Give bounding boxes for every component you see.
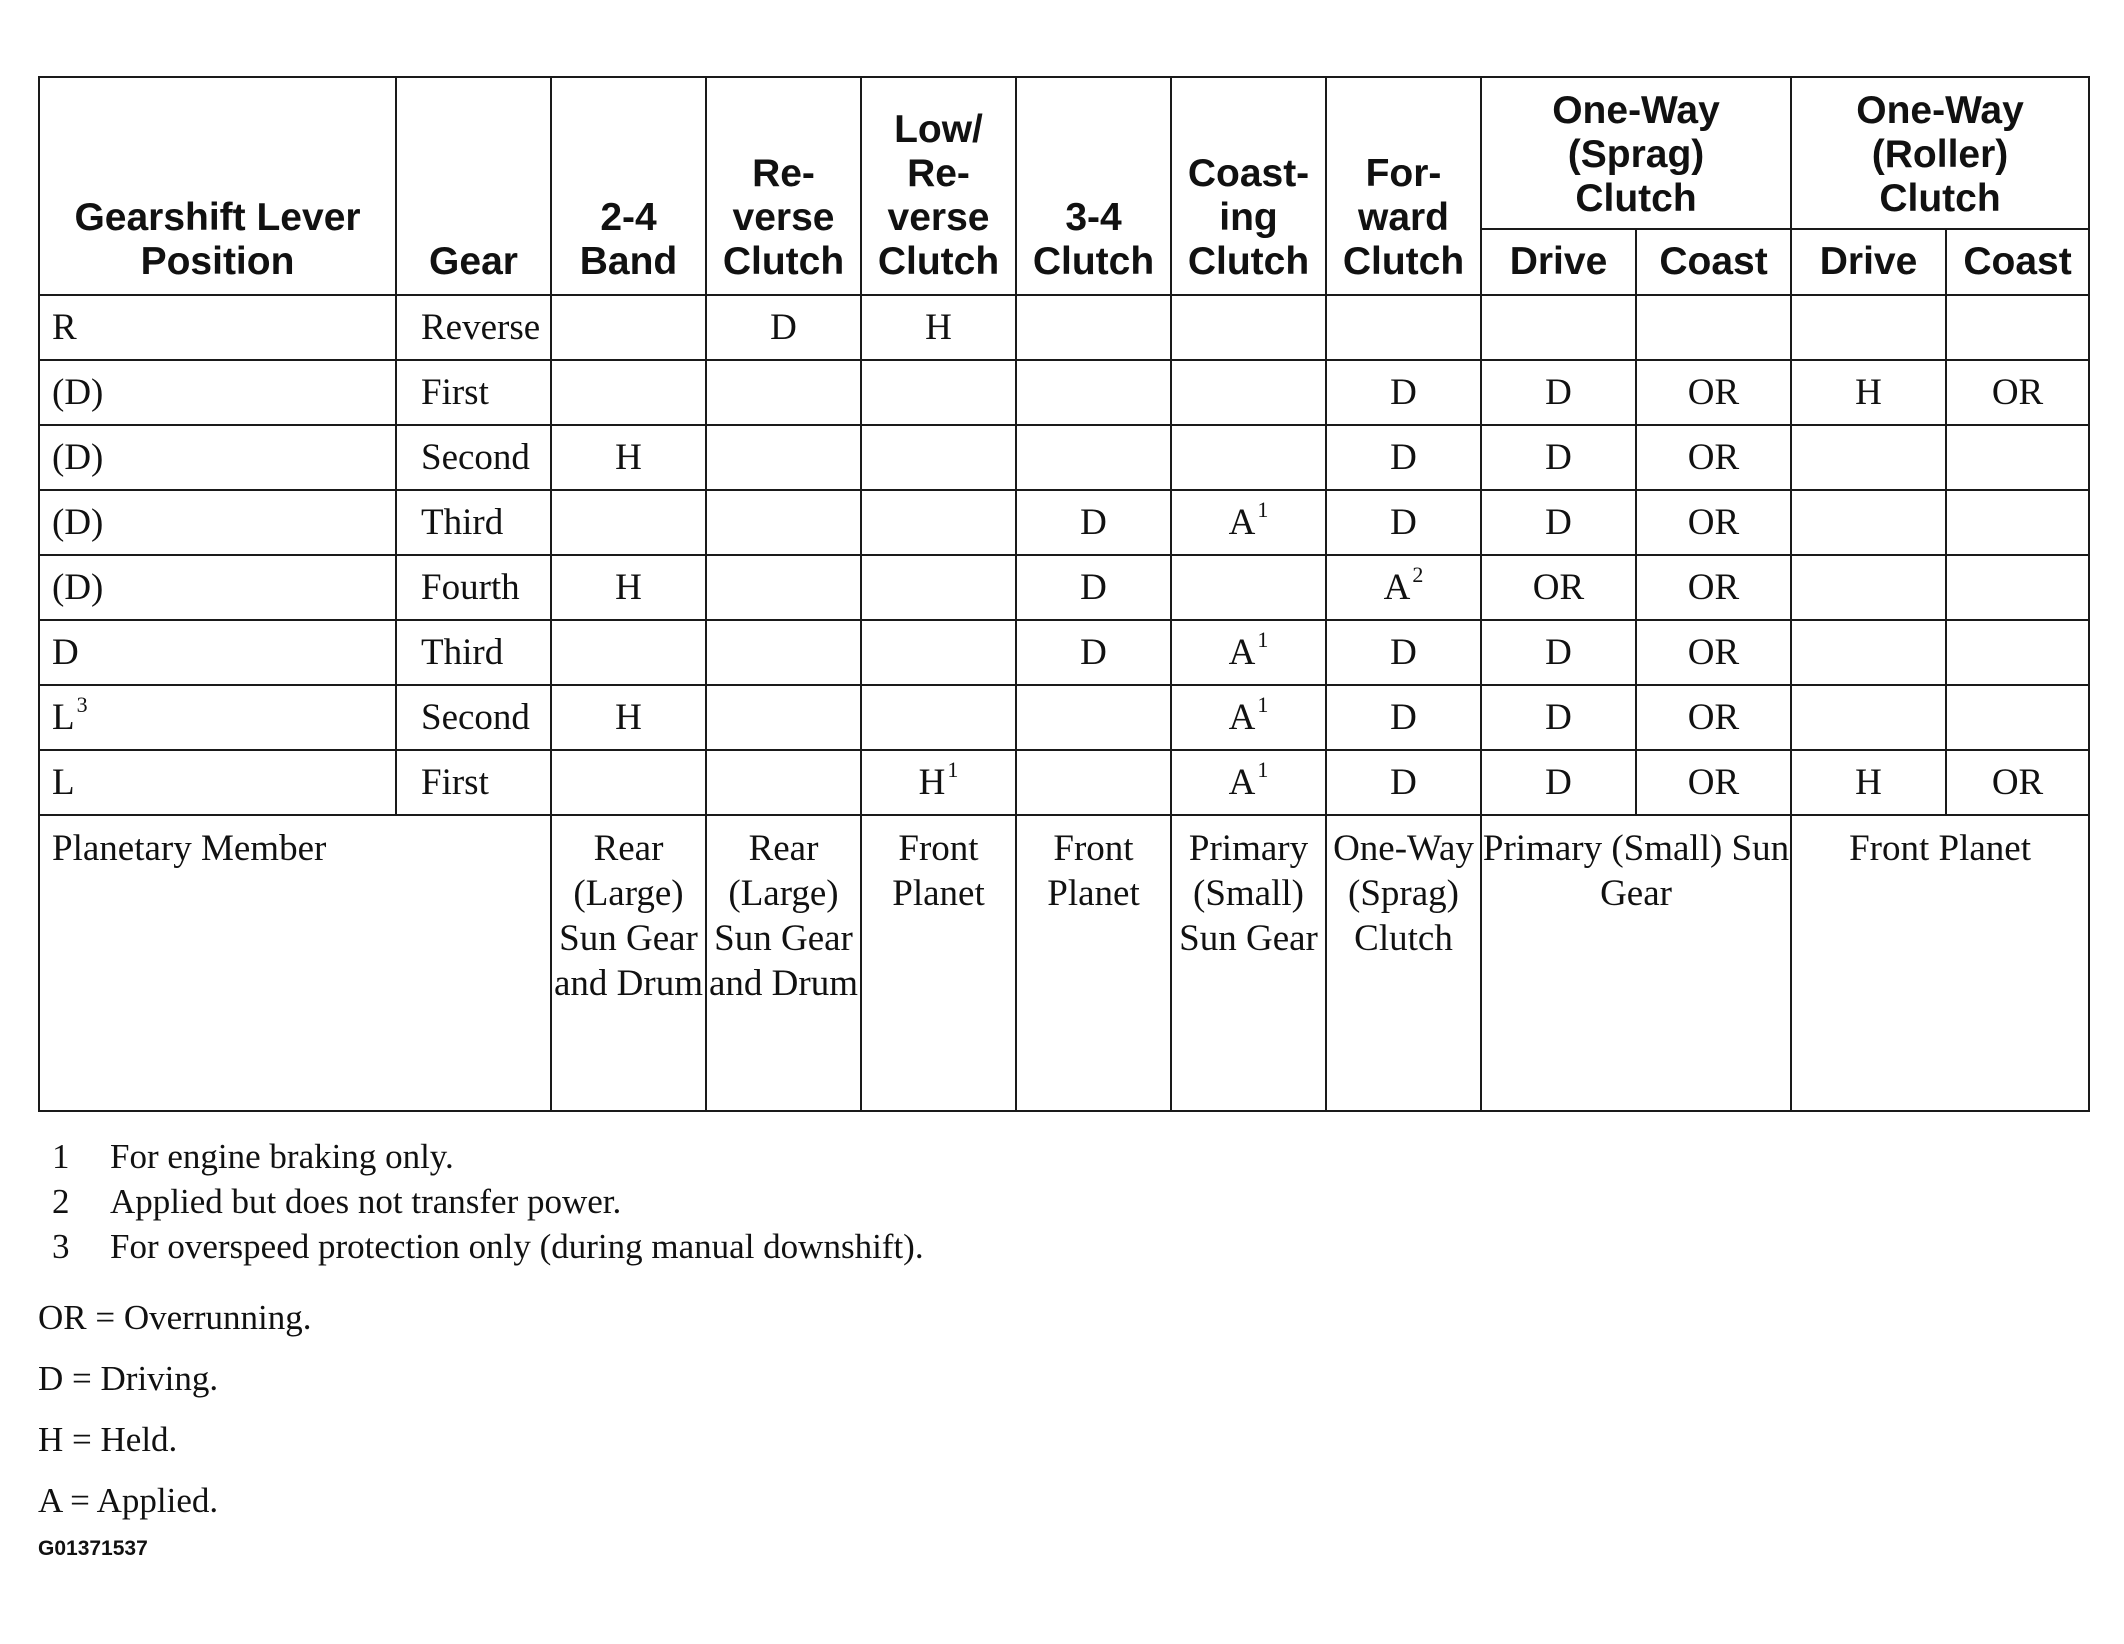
cell-reverse-clutch (706, 360, 861, 425)
cell-roller-drive (1791, 555, 1946, 620)
cell-coasting-clutch: $A^1$ (1171, 685, 1326, 750)
footnote-number: 3 (52, 1227, 70, 1266)
footnote-text: Applied but does not transfer power. (110, 1182, 622, 1221)
member-low-reverse-clutch: Front Planet (861, 815, 1016, 1111)
cell-roller-coast: OR (1946, 360, 2089, 425)
cell-low-reverse-clutch (861, 555, 1016, 620)
cell-2-4-band (551, 295, 706, 360)
cell-roller-coast (1946, 425, 2089, 490)
cell-low-reverse-clutch: $H^1$ (861, 750, 1016, 815)
cell-reverse-clutch: D (706, 295, 861, 360)
cell-3-4-clutch (1016, 685, 1171, 750)
cell-3-4-clutch: D (1016, 490, 1171, 555)
legend (38, 1287, 2088, 1531)
member-forward-clutch: One-Way (Sprag) Clutch (1326, 815, 1481, 1111)
cell-roller-coast (1946, 555, 2089, 620)
cell-3-4-clutch (1016, 425, 1171, 490)
cell-low-reverse-clutch (861, 425, 1016, 490)
cell-3-4-clutch: D (1016, 555, 1171, 620)
header-one-way-sprag-clutch: One-Way (Sprag) Clutch (1481, 77, 1791, 229)
cell-roller-coast: OR (1946, 750, 2089, 815)
member-sprag-clutch: Primary (Small) Sun Gear (1481, 815, 1791, 1111)
table-row (39, 750, 2089, 815)
header-2-4-band: 2-4 Band (551, 77, 706, 295)
table-row (39, 490, 2089, 555)
cell-coasting-clutch (1171, 295, 1326, 360)
member-2-4-band: Rear (Large) Sun Gear and Drum (551, 815, 706, 1111)
cell-sprag-coast: OR (1636, 360, 1791, 425)
cell-forward-clutch: D (1326, 750, 1481, 815)
cell-3-4-clutch (1016, 360, 1171, 425)
clutch-application-table (38, 76, 2090, 1112)
cell-roller-drive: H (1791, 360, 1946, 425)
cell-lever-position: L (39, 750, 396, 815)
footnote-ref: 1 (1257, 757, 1269, 782)
cell-lever-position: R (39, 295, 396, 360)
cell-sprag-coast: OR (1636, 425, 1791, 490)
cell-reverse-clutch (706, 750, 861, 815)
legend-item: A = Applied. (38, 1481, 219, 1520)
footnote-item (38, 1179, 2088, 1224)
cell-roller-coast (1946, 685, 2089, 750)
cell-sprag-drive: D (1481, 490, 1636, 555)
cell-coasting-clutch: $A^1$ (1171, 490, 1326, 555)
table-body (39, 295, 2089, 1111)
cell-reverse-clutch (706, 555, 861, 620)
header-coasting-clutch: Coast- ing Clutch (1171, 77, 1326, 295)
cell-roller-drive (1791, 685, 1946, 750)
cell-coasting-clutch (1171, 360, 1326, 425)
cell-sprag-drive: D (1481, 750, 1636, 815)
cell-sprag-drive: D (1481, 425, 1636, 490)
header-gear: Gear (396, 77, 551, 295)
cell-low-reverse-clutch (861, 685, 1016, 750)
cell-lever-position: (D) (39, 360, 396, 425)
cell-2-4-band: H (551, 685, 706, 750)
table-row (39, 360, 2089, 425)
cell-sprag-coast: OR (1636, 620, 1791, 685)
cell-sprag-coast: OR (1636, 750, 1791, 815)
cell-sprag-coast: OR (1636, 685, 1791, 750)
cell-lever-position: (D) (39, 555, 396, 620)
table-row (39, 295, 2089, 360)
cell-gear: Third (396, 620, 551, 685)
member-roller-clutch: Front Planet (1791, 815, 2089, 1111)
footnote-text: For overspeed protection only (during manual downshift). (110, 1227, 924, 1266)
header-3-4-clutch: 3-4 Clutch (1016, 77, 1171, 295)
cell-roller-coast (1946, 620, 2089, 685)
header-forward-clutch: For- ward Clutch (1326, 77, 1481, 295)
legend-item: D = Driving. (38, 1359, 219, 1398)
header-one-way-roller-clutch: One-Way (Roller) Clutch (1791, 77, 2089, 229)
table-row (39, 555, 2089, 620)
footnote-ref: 1 (1257, 692, 1269, 717)
cell-lever-position: (D) (39, 425, 396, 490)
table-row (39, 685, 2089, 750)
footnotes (38, 1134, 2088, 1269)
header-row (39, 77, 2089, 229)
table-row (39, 425, 2089, 490)
cell-low-reverse-clutch: H (861, 295, 1016, 360)
cell-coasting-clutch: $A^1$ (1171, 620, 1326, 685)
cell-2-4-band (551, 360, 706, 425)
cell-low-reverse-clutch (861, 360, 1016, 425)
cell-reverse-clutch (706, 490, 861, 555)
legend-item: OR = Overrunning. (38, 1298, 312, 1337)
cell-lever-position: (D) (39, 490, 396, 555)
cell-2-4-band (551, 620, 706, 685)
footnote-text: For engine braking only. (110, 1137, 454, 1176)
cell-roller-coast (1946, 490, 2089, 555)
cell-roller-coast (1946, 295, 2089, 360)
member-3-4-clutch: Front Planet (1016, 815, 1171, 1111)
cell-sprag-drive: D (1481, 360, 1636, 425)
cell-3-4-clutch (1016, 295, 1171, 360)
cell-2-4-band: H (551, 425, 706, 490)
cell-forward-clutch: D (1326, 490, 1481, 555)
cell-2-4-band (551, 750, 706, 815)
cell-2-4-band (551, 490, 706, 555)
cell-reverse-clutch (706, 425, 861, 490)
header-reverse-clutch: Re- verse Clutch (706, 77, 861, 295)
cell-forward-clutch: D (1326, 360, 1481, 425)
cell-sprag-coast: OR (1636, 555, 1791, 620)
cell-sprag-drive: OR (1481, 555, 1636, 620)
cell-forward-clutch: D (1326, 620, 1481, 685)
cell-roller-drive: H (1791, 750, 1946, 815)
table-row (39, 620, 2089, 685)
cell-gear: Second (396, 425, 551, 490)
cell-lever-position: $L^3$ (39, 685, 396, 750)
footnote-ref: 3 (76, 692, 88, 717)
figure-id: G01371537 (38, 1537, 148, 1560)
header-roller-coast: Coast (1946, 229, 2089, 295)
header-sprag-drive: Drive (1481, 229, 1636, 295)
cell-roller-drive (1791, 620, 1946, 685)
cell-gear: First (396, 750, 551, 815)
cell-forward-clutch: D (1326, 685, 1481, 750)
cell-sprag-coast: OR (1636, 490, 1791, 555)
cell-gear: Reverse (396, 295, 551, 360)
cell-2-4-band: H (551, 555, 706, 620)
cell-coasting-clutch (1171, 555, 1326, 620)
header-roller-drive: Drive (1791, 229, 1946, 295)
cell-sprag-drive (1481, 295, 1636, 360)
planetary-member-label: Planetary Member (39, 815, 551, 1111)
footnote-ref: 2 (1412, 562, 1424, 587)
cell-low-reverse-clutch (861, 490, 1016, 555)
cell-sprag-drive: D (1481, 620, 1636, 685)
cell-sprag-coast (1636, 295, 1791, 360)
cell-gear: Second (396, 685, 551, 750)
header-low-reverse-clutch: Low/ Re- verse Clutch (861, 77, 1016, 295)
cell-coasting-clutch (1171, 425, 1326, 490)
header-sprag-coast: Coast (1636, 229, 1791, 295)
footnote-item (38, 1224, 2088, 1269)
cell-reverse-clutch (706, 685, 861, 750)
cell-3-4-clutch (1016, 750, 1171, 815)
cell-reverse-clutch (706, 620, 861, 685)
cell-gear: Third (396, 490, 551, 555)
footnote-number: 2 (52, 1182, 70, 1221)
member-coasting-clutch: Primary (Small) Sun Gear (1171, 815, 1326, 1111)
footnote-ref: 1 (947, 757, 959, 782)
cell-gear: First (396, 360, 551, 425)
cell-lever-position: D (39, 620, 396, 685)
header-gearshift-lever-position: Gearshift Lever Position (39, 77, 396, 295)
footnote-number: 1 (52, 1137, 70, 1176)
cell-roller-drive (1791, 425, 1946, 490)
cell-forward-clutch: D (1326, 425, 1481, 490)
member-reverse-clutch: Rear (Large) Sun Gear and Drum (706, 815, 861, 1111)
footnote-ref: 1 (1257, 627, 1269, 652)
cell-coasting-clutch: $A^1$ (1171, 750, 1326, 815)
legend-item: H = Held. (38, 1420, 178, 1459)
cell-gear: Fourth (396, 555, 551, 620)
planetary-member-row (39, 815, 2089, 1111)
cell-forward-clutch: $A^2$ (1326, 555, 1481, 620)
cell-roller-drive (1791, 490, 1946, 555)
footnote-ref: 1 (1257, 497, 1269, 522)
cell-forward-clutch (1326, 295, 1481, 360)
cell-low-reverse-clutch (861, 620, 1016, 685)
footnote-item (38, 1134, 2088, 1179)
document (38, 76, 2088, 1561)
cell-sprag-drive: D (1481, 685, 1636, 750)
cell-3-4-clutch: D (1016, 620, 1171, 685)
cell-roller-drive (1791, 295, 1946, 360)
